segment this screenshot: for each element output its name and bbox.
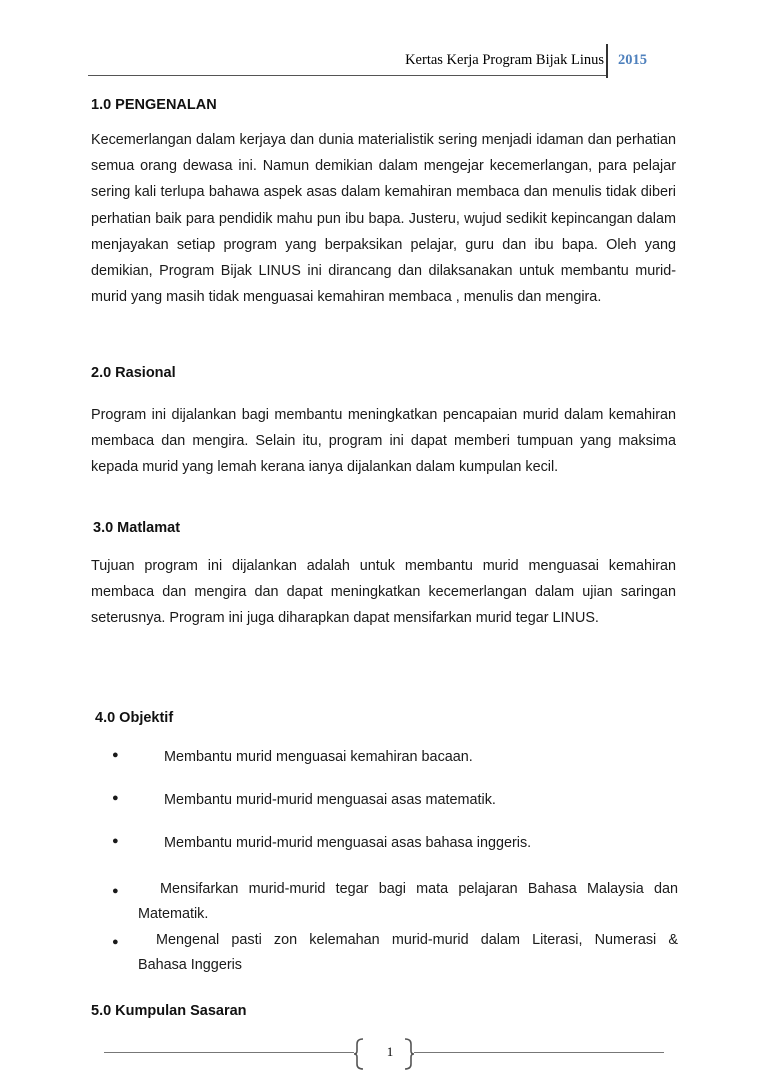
bullet-icon: ● [112,885,119,897]
section-heading-matlamat: 3.0 Matlamat [93,520,181,536]
header-rule [88,75,606,76]
right-brace-icon [404,1038,414,1070]
footer-rule-left [104,1052,354,1053]
page-number: 1 [386,1044,394,1059]
left-brace-icon [354,1038,364,1070]
section-heading-pengenalan: 1.0 PENGENALAN [91,97,217,113]
section-heading-objektif: 4.0 Objektif [95,710,174,726]
paragraph-matlamat: Tujuan program ini dijalankan adalah untuk membantu murid menguasai kemahiran membaca dan mengira dan dapat meningkatkan kecemerlangan dalam ujian saringan seterusnya. Program ini juga diharapkan dapat mensifarkan murid tegar LINUS. [91,558,676,627]
section-heading-rasional: 2.0 Rasional [91,365,176,381]
bullet-icon: ● [112,792,119,804]
section-heading-kumpulan-sasaran: 5.0 Kumpulan Sasaran [91,1003,247,1019]
paragraph-rasional: Program ini dijalankan bagi membantu meningkatkan pencapaian murid dalam kemahiran membaca dan mengira. Selain itu, program ini dapat memberi tumpuan yang maksima kepada murid yang lemah kerana ianya dijalankan dalam kumpulan kecil. [91,407,676,476]
footer-rule-right [414,1052,664,1053]
header-title: Kertas Kerja Program Bijak Linus [405,52,604,68]
header-year: 2015 [618,52,647,68]
list-item: ● Mensifarkan murid-murid tegar bagi mata pelajaran Bahasa Malaysia dan Matematik. [112,881,678,922]
list-item: ● Mengenal pasti zon kelemahan murid-murid dalam Literasi, Numerasi & Bahasa Inggeris [112,932,678,973]
bullet-icon: ● [112,835,119,847]
header-separator [606,44,608,78]
page-header [0,44,768,84]
bullet-icon: ● [112,936,119,948]
bullet-icon: ● [112,749,119,761]
paragraph-pengenalan: Kecemerlangan dalam kerjaya dan dunia materialistik sering menjadi idaman dan perhatian semua orang dewasa ini. Namun demikian dalam mengejar kecemerlangan, para pelajar sering kali terlupa bahawa aspek asas dalam kemahiran membaca dan menulis tidak diberi perhatian baik para pendidik mahu pun ibu bapa. Justeru, wujud sedikit kepincangan dalam menjayakan setiap program yang berpaksikan pelajar, guru dan ibu bapa. Oleh yang demikian, Program Bijak LINUS ini dirancang dan dilaksanakan untuk membantu murid-murid yang masih tidak menguasai kemahiran membaca , menulis dan mengira. [91,132,676,306]
